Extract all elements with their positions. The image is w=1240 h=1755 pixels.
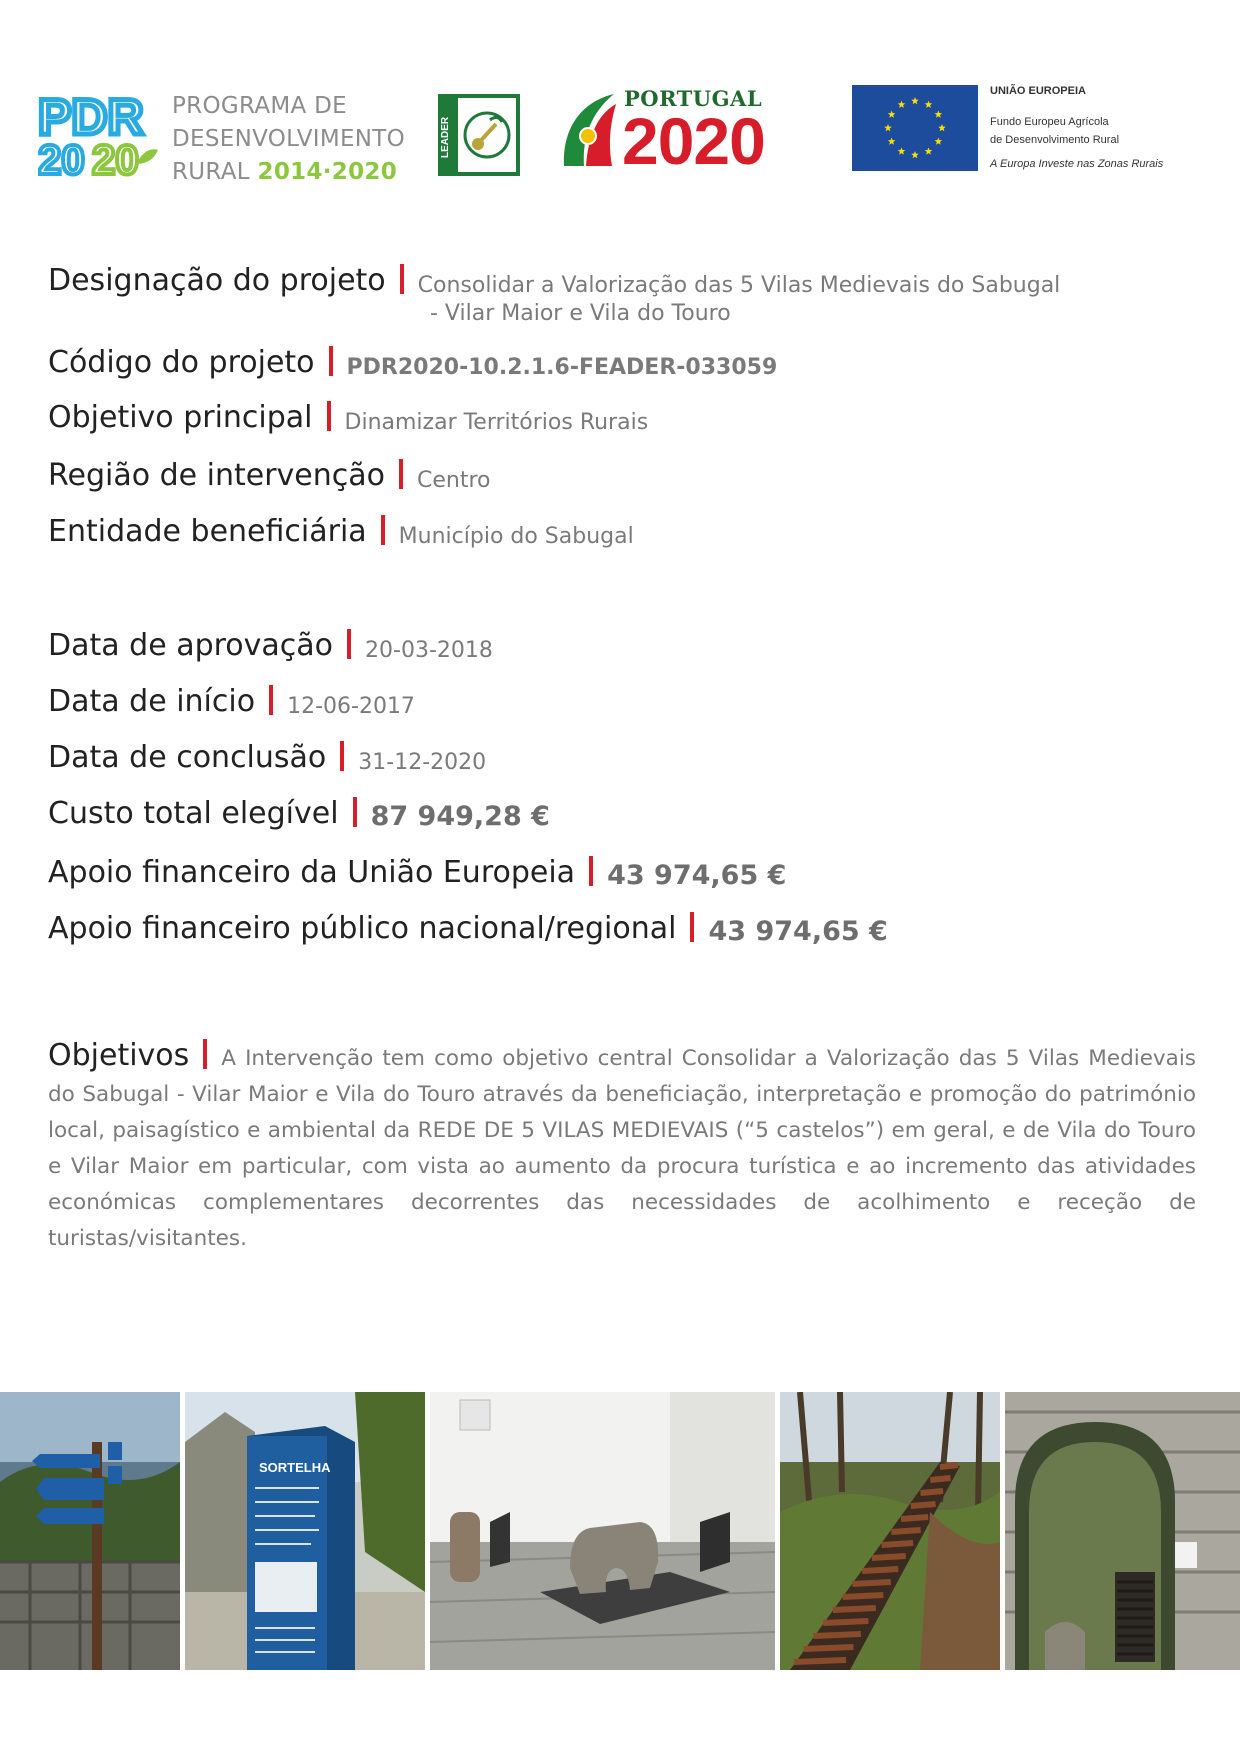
value-codigo: PDR2020-10.2.1.6-FEADER-033059 <box>346 355 778 380</box>
eu-slogan: A Europa Investe nas Zonas Rurais <box>990 158 1164 170</box>
pdr2020-logo-text <box>172 90 405 189</box>
eu-flag-icon <box>852 85 978 171</box>
portugal2020-year: 2020 <box>622 104 765 178</box>
row-conclusao <box>48 740 486 775</box>
value-apoio-nacional: 43 974,65 € <box>708 916 888 947</box>
photo-wooden-stairs-image <box>780 1392 1000 1670</box>
row-codigo <box>48 345 777 380</box>
red-separator <box>347 629 351 659</box>
label-aprovacao: Data de aprovação <box>48 628 334 663</box>
label-apoio-ue: Apoio financeiro da União Europeia <box>48 855 576 890</box>
stair-tread <box>911 1504 936 1506</box>
objetivos-paragraph <box>48 1038 1196 1257</box>
stair-tread <box>794 1660 846 1662</box>
value-objetivo: Dinamizar Territórios Rurais <box>344 410 649 435</box>
red-separator <box>589 856 593 886</box>
photo-stone-arch-image <box>1005 1392 1240 1670</box>
sign-label: SORTELHA <box>259 1460 331 1475</box>
objetivos-text: A Intervenção tem como objetivo central Consolidar a Valorização das 5 Vilas Medievais do Sabugal - Vilar Maior e Vila do Touro através da beneficiação, interpretação e promoção do património local, paisagístico e ambiental da REDE DE 5 VILAS MEDIEVAIS (“5 castelos”) em geral, e de Vila do Touro e Vilar Maior em particular, com vista ao aumento da procura turística e ao incremento das atividades económicas complementares decorrentes das necessidades de acolhimento e receção de turistas/visitantes. <box>48 1046 1196 1251</box>
stair-tread <box>872 1556 906 1558</box>
svg-text:20: 20 <box>92 136 139 180</box>
row-objetivo <box>48 400 648 435</box>
row-aprovacao <box>48 628 493 663</box>
label-objetivos: Objetivos <box>48 1038 190 1073</box>
label-custo: Custo total elegível <box>48 796 339 831</box>
stair-tread <box>921 1491 944 1493</box>
value-inicio: 12-06-2017 <box>287 694 415 719</box>
red-separator <box>381 515 385 545</box>
pdr-line3-years: 2014·2020 <box>257 159 398 185</box>
stair-tread <box>940 1465 958 1467</box>
eu-fund-line1: Fundo Europeu Agrícola <box>990 116 1109 128</box>
photo-signpost-image <box>0 1392 180 1670</box>
photo-stone-arch <box>1005 1392 1240 1670</box>
pdr-line2: DESENVOLVIMENTO <box>172 126 406 152</box>
stair-tread <box>823 1621 868 1623</box>
value-custo: 87 949,28 € <box>370 801 550 832</box>
eu-title: UNIÃO EUROPEIA <box>990 85 1086 97</box>
svg-text:PDR: PDR <box>38 90 144 145</box>
eu-fund-line2: de Desenvolvimento Rural <box>990 134 1120 146</box>
row-inicio <box>48 684 415 719</box>
red-separator <box>690 912 694 942</box>
photo-info-panel-image <box>185 1392 425 1670</box>
svg-text:20: 20 <box>38 136 85 180</box>
value-apoio-ue: 43 974,65 € <box>607 860 787 891</box>
leader-logo-icon <box>438 94 520 176</box>
pdr-line3 <box>172 156 405 189</box>
row-custo <box>48 796 550 832</box>
photo-signpost <box>0 1392 180 1670</box>
photo-stone-artifacts-image <box>430 1392 775 1670</box>
value-designacao-line2: - Vilar Maior e Vila do Touro <box>430 301 731 326</box>
red-separator <box>269 685 273 715</box>
red-separator <box>340 741 344 771</box>
label-designacao: Designação do projeto <box>48 263 386 298</box>
stair-tread <box>901 1517 928 1519</box>
red-separator <box>353 797 357 827</box>
value-designacao-line1: Consolidar a Valorização das 5 Vilas Medievais do Sabugal <box>417 273 1061 298</box>
red-separator <box>400 264 404 294</box>
label-objetivo: Objetivo principal <box>48 400 313 435</box>
row-apoio-nacional <box>48 911 888 947</box>
row-apoio-ue <box>48 855 786 891</box>
value-conclusao: 31-12-2020 <box>358 750 487 775</box>
pdr2020-logo <box>38 90 408 185</box>
portugal2020-logo <box>558 86 826 176</box>
label-apoio-nacional: Apoio financeiro público nacional/regional <box>48 911 677 946</box>
red-separator <box>203 1039 207 1069</box>
label-entidade: Entidade beneficiária <box>48 514 367 549</box>
value-aprovacao: 20-03-2018 <box>365 638 493 663</box>
stair-tread <box>891 1530 920 1532</box>
stair-tread <box>813 1634 860 1636</box>
value-entidade: Município do Sabugal <box>398 524 634 549</box>
photo-wooden-stairs <box>780 1392 1000 1670</box>
leader-logo <box>438 94 520 176</box>
stair-tread <box>852 1582 890 1584</box>
label-conclusao: Data de conclusão <box>48 740 327 775</box>
stair-tread <box>882 1543 914 1545</box>
label-codigo: Código do projeto <box>48 345 315 380</box>
portugal2020-word: PORTUGAL <box>624 86 763 111</box>
eu-logo <box>852 85 1192 175</box>
stair-tread <box>833 1608 876 1610</box>
stair-tread <box>804 1647 854 1649</box>
label-regiao: Região de intervenção <box>48 458 386 493</box>
pdr2020-mark-icon <box>38 90 166 180</box>
red-separator <box>329 346 333 376</box>
value-regiao: Centro <box>417 468 491 493</box>
stair-tread <box>862 1569 898 1571</box>
pdr-line1: PROGRAMA DE <box>172 93 347 119</box>
photo-stone-artifacts <box>430 1392 775 1670</box>
stair-tread <box>930 1478 950 1480</box>
photo-info-panel <box>185 1392 425 1670</box>
pdr-line3-rural: RURAL <box>172 159 250 185</box>
row-entidade <box>48 514 634 549</box>
portugal2020-swoosh-icon <box>558 90 618 170</box>
red-separator <box>327 401 331 431</box>
red-separator <box>399 459 403 489</box>
stair-tread <box>843 1595 884 1597</box>
leader-logo-text: LEADER <box>440 116 451 158</box>
row-designacao <box>48 263 1061 326</box>
row-regiao <box>48 458 491 493</box>
label-inicio: Data de início <box>48 684 256 719</box>
